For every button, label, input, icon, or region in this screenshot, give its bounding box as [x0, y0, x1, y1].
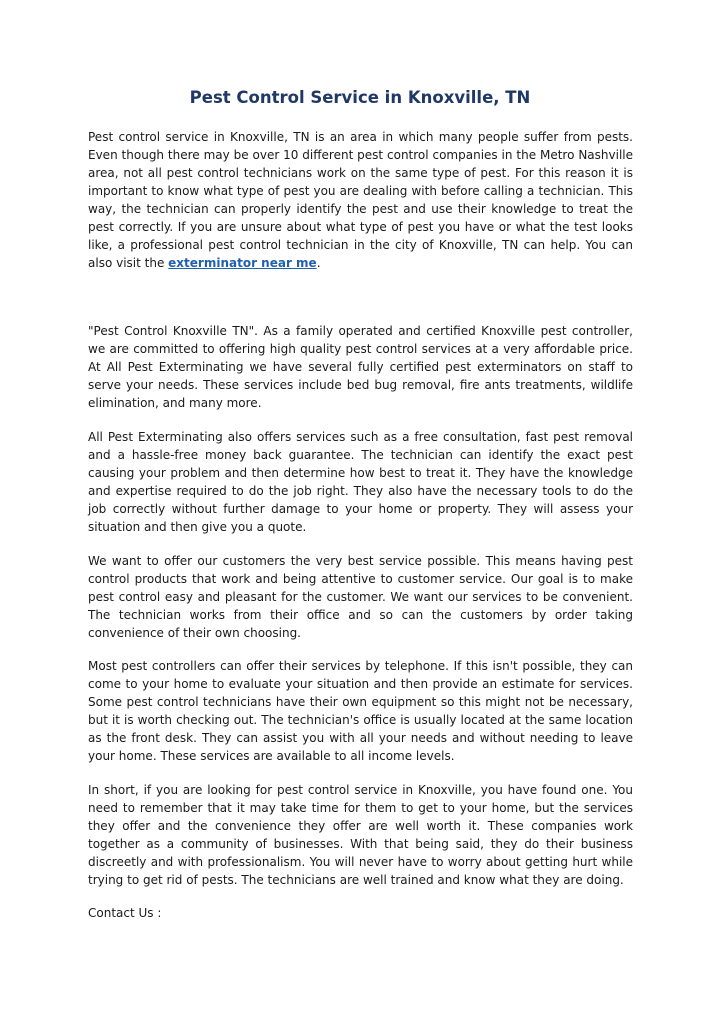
- intro-paragraph-end: .: [316, 256, 321, 270]
- page-title: Pest Control Service in Knoxville, TN: [189, 88, 531, 107]
- intro-paragraph-text: Pest control service in Knoxville, TN is an area in which many people suffer from pests. Even though there may be over 10 different pest control companies in the Metro Nashville area, not all pest control technicians work on the same type of pest. For this reason it is important to know what type of pest you are dealing with before calling a technician. This way, the technician can properly identify the pest and use their knowledge to treat the pest correctly. If you are unsure about what type of pest you have or what the test looks like, a professional pest control technician in the city of Knoxville, TN can help. You can also visit the: [88, 130, 633, 270]
- services-paragraph: All Pest Exterminating also offers services such as a free consultation, fast pest removal and a hassle-free money back guarantee. The technician can identify the exact pest causing your problem and then determine how best to treat it. They have the knowledge and expertise required to do the job right. They also have the necessary tools to do the job correctly without further damage to your home or property. They will assess your situation and then give you a quote.: [88, 430, 633, 534]
- telephone-paragraph: Most pest controllers can offer their services by telephone. If this isn't possible, they can come to your home to evaluate your situation and then provide an estimate for services. Some pest control technicians have their own equipment so this might not be necessary, but it is worth checking out. The technician's office is usually located at the same location as the front desk. They can assist you with all your needs and without needing to leave your home. These services are available to all income levels.: [88, 659, 633, 763]
- customer-service-paragraph: We want to offer our customers the very best service possible. This means having pest control products that work and being attentive to customer service. Our goal is to make pest control easy and pleasant for the customer. We want our services to be convenient. The technician works from their office and so can the customers by order taking convenience of their own choosing.: [88, 554, 633, 640]
- company-paragraph: "Pest Control Knoxville TN". As a family operated and certified Knoxville pest controller, we are committed to offering high quality pest control services at a very affordable price. At All Pest Exterminating we have several fully certified pest exterminators on staff to serve your needs. These services include bed bug removal, fire ants treatments, wildlife elimination, and many more.: [88, 324, 633, 410]
- summary-paragraph: In short, if you are looking for pest control service in Knoxville, you have found one. You need to remember that it may take time for them to get to your home, but the services they offer and the convenience they offer are well worth it. These companies work together as a community of businesses. With that being said, they do their business discreetly and with professionalism. You will never have to worry about getting hurt while trying to get rid of pests. The technicians are well trained and know what they are doing.: [88, 783, 633, 887]
- exterminator-near-me-link[interactable]: exterminator near me: [168, 256, 317, 270]
- contact-label: Contact Us :: [88, 906, 162, 920]
- intro-paragraph: [88, 128, 633, 272]
